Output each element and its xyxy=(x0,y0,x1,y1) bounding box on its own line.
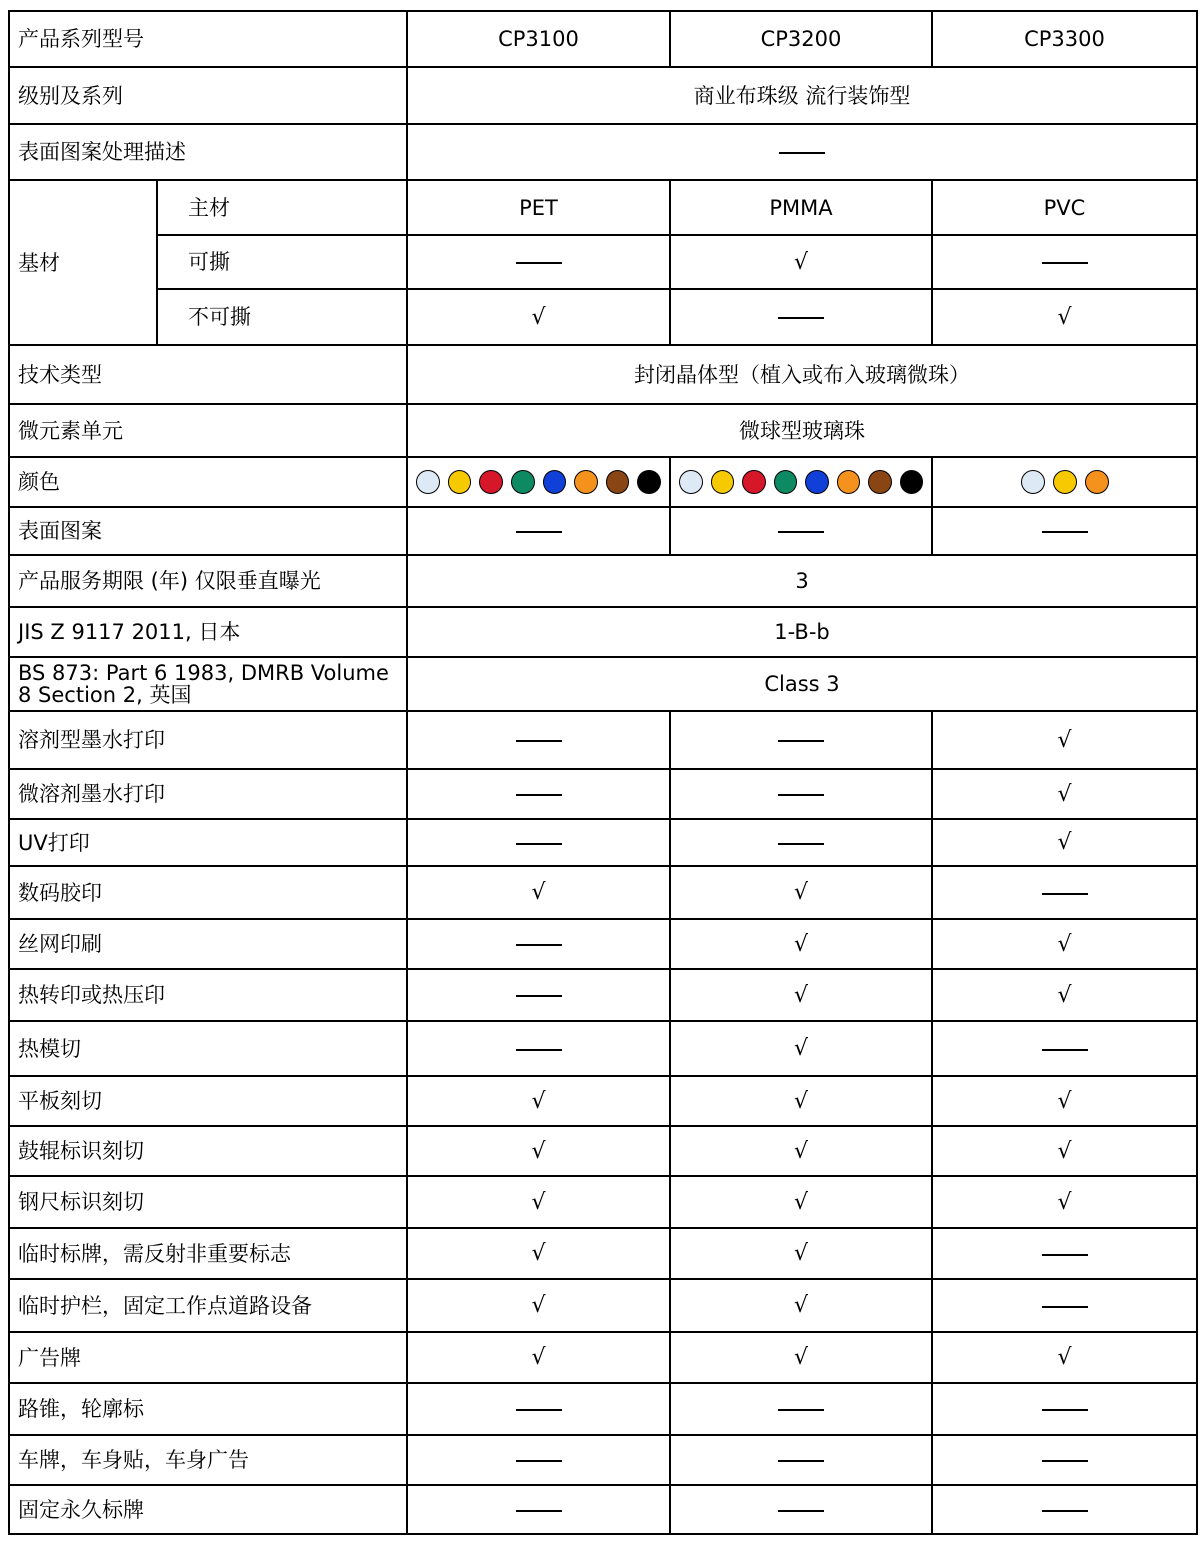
surface-pattern-cp3300 xyxy=(932,507,1197,555)
dash-mark xyxy=(1042,1254,1088,1256)
swatches-cp3100 xyxy=(416,470,661,494)
dash-mark xyxy=(1042,262,1088,264)
check-mark: √ xyxy=(1057,781,1072,807)
process-cp3100-cell xyxy=(407,1126,670,1176)
color-swatch xyxy=(711,470,735,494)
process-label: 车牌，车身贴，车身广告 xyxy=(9,1435,407,1485)
surface-desc-label: 表面图案处理描述 xyxy=(9,124,407,180)
check-mark: √ xyxy=(793,931,809,957)
process-cp3300-cell xyxy=(932,1279,1197,1332)
dash-mark xyxy=(516,1510,562,1512)
service-life-label: 产品服务期限 (年) 仅限垂直曝光 xyxy=(9,555,407,607)
process-row xyxy=(9,919,1197,969)
dash-mark xyxy=(778,317,824,319)
process-cp3200-cell xyxy=(670,1485,932,1534)
check-mark: √ xyxy=(531,1293,546,1318)
color-swatch xyxy=(1053,470,1077,494)
process-cp3200-cell xyxy=(670,1021,932,1076)
surface-desc-value xyxy=(407,124,1197,180)
grade-label: 级别及系列 xyxy=(9,67,407,124)
process-label: 固定永久标牌 xyxy=(9,1485,407,1534)
process-label: 热转印或热压印 xyxy=(9,969,407,1021)
color-swatch xyxy=(900,470,924,494)
dash-mark xyxy=(1042,1460,1088,1462)
dash-mark xyxy=(778,1510,824,1512)
bs-value: Class 3 xyxy=(407,657,1197,711)
color-swatch xyxy=(742,470,766,494)
dash-mark xyxy=(516,843,562,845)
check-mark: √ xyxy=(1057,1345,1072,1370)
check-mark: √ xyxy=(793,1138,809,1164)
dash-mark xyxy=(516,1409,562,1411)
check-mark: √ xyxy=(1057,830,1072,855)
dash-mark xyxy=(516,262,562,264)
check-mark: √ xyxy=(531,1138,546,1164)
check-mark: √ xyxy=(1057,1088,1072,1114)
dash-mark xyxy=(1042,893,1088,895)
dash-mark xyxy=(778,740,824,742)
jis-value: 1-B-b xyxy=(407,607,1197,657)
process-label: 临时标牌，需反射非重要标志 xyxy=(9,1228,407,1279)
process-cp3300-cell xyxy=(932,866,1197,919)
dash-mark xyxy=(778,794,824,796)
process-row xyxy=(9,866,1197,919)
process-cp3100-cell xyxy=(407,1176,670,1228)
dash-mark xyxy=(1042,1510,1088,1512)
dash-mark xyxy=(779,152,825,154)
check-mark: √ xyxy=(531,880,546,905)
process-cp3100-cell xyxy=(407,1435,670,1485)
process-cp3200-cell xyxy=(670,866,932,919)
spec-table xyxy=(8,10,1198,1535)
check-mark: √ xyxy=(793,982,809,1008)
dash-mark xyxy=(1042,531,1088,533)
process-label: 数码胶印 xyxy=(9,866,407,919)
color-swatch xyxy=(448,470,472,494)
tech-type-row xyxy=(9,345,1197,404)
process-label: 平板刻切 xyxy=(9,1076,407,1126)
substrate-tearable-cp3300 xyxy=(932,235,1197,289)
substrate-main-label: 主材 xyxy=(157,180,407,235)
process-label: 临时护栏，固定工作点道路设备 xyxy=(9,1279,407,1332)
surface-desc-row xyxy=(9,124,1197,180)
process-cp3200-cell xyxy=(670,819,932,866)
check-mark: √ xyxy=(1057,931,1072,957)
check-mark: √ xyxy=(793,1036,809,1061)
color-swatch xyxy=(606,470,630,494)
check-mark: √ xyxy=(1057,727,1072,753)
process-cp3300-cell xyxy=(932,1228,1197,1279)
surface-pattern-row xyxy=(9,507,1197,555)
substrate-main-row xyxy=(9,180,1197,235)
service-life-value: 3 xyxy=(407,555,1197,607)
process-row xyxy=(9,711,1197,769)
process-cp3300-cell xyxy=(932,711,1197,769)
process-label: 丝网印刷 xyxy=(9,919,407,969)
process-cp3200-cell xyxy=(670,1332,932,1383)
substrate-main-cp3200: PMMA xyxy=(670,180,932,235)
color-swatch xyxy=(679,470,703,494)
color-swatch xyxy=(511,470,535,494)
dash-mark xyxy=(778,531,824,533)
process-cp3200-cell xyxy=(670,1228,932,1279)
color-swatch xyxy=(1085,470,1109,494)
process-cp3100-cell xyxy=(407,819,670,866)
process-cp3300-cell xyxy=(932,919,1197,969)
grade-value: 商业布珠级 流行装饰型 xyxy=(407,67,1197,124)
process-cp3200-cell xyxy=(670,969,932,1021)
color-swatch xyxy=(868,470,892,494)
check-mark: √ xyxy=(793,1293,809,1318)
micro-unit-value: 微球型玻璃珠 xyxy=(407,404,1197,457)
process-row xyxy=(9,1279,1197,1332)
color-swatch xyxy=(543,470,567,494)
colors-row xyxy=(9,457,1197,507)
process-cp3100-cell xyxy=(407,969,670,1021)
color-swatch xyxy=(805,470,829,494)
process-cp3300-cell xyxy=(932,1435,1197,1485)
process-row xyxy=(9,769,1197,819)
tech-type-value: 封闭晶体型（植入或布入玻璃微珠） xyxy=(407,345,1197,404)
process-row xyxy=(9,819,1197,866)
process-cp3200-cell xyxy=(670,1383,932,1435)
check-mark: √ xyxy=(793,1241,809,1266)
model-cp3200: CP3200 xyxy=(670,11,932,67)
process-cp3100-cell xyxy=(407,919,670,969)
color-swatch xyxy=(416,470,440,494)
substrate-label: 基材 xyxy=(9,180,157,345)
process-label: 热模切 xyxy=(9,1021,407,1076)
dash-mark xyxy=(516,740,562,742)
check-mark: √ xyxy=(1057,1138,1072,1164)
process-cp3200-cell xyxy=(670,1176,932,1228)
surface-pattern-cp3100 xyxy=(407,507,670,555)
process-label: 路锥，轮廓标 xyxy=(9,1383,407,1435)
dash-mark xyxy=(778,1460,824,1462)
bs-label: BS 873: Part 6 1983, DMRB Volume 8 Section 2, 英国 xyxy=(9,657,407,711)
substrate-main-cp3300: PVC xyxy=(932,180,1197,235)
process-cp3100-cell xyxy=(407,1485,670,1534)
swatches-cp3300 xyxy=(941,470,1188,494)
dash-mark xyxy=(516,794,562,796)
process-row xyxy=(9,1126,1197,1176)
process-row xyxy=(9,1021,1197,1076)
dash-mark xyxy=(778,1409,824,1411)
process-row xyxy=(9,1435,1197,1485)
process-cp3100-cell xyxy=(407,866,670,919)
process-row xyxy=(9,969,1197,1021)
check-mark: √ xyxy=(531,1189,546,1215)
color-swatch xyxy=(774,470,798,494)
check-mark: √ xyxy=(793,880,809,905)
color-swatch xyxy=(479,470,503,494)
color-swatch xyxy=(574,470,598,494)
color-swatch xyxy=(1021,470,1045,494)
colors-cp3200 xyxy=(670,457,932,507)
surface-pattern-label: 表面图案 xyxy=(9,507,407,555)
process-cp3100-cell xyxy=(407,1076,670,1126)
process-cp3300-cell xyxy=(932,769,1197,819)
dash-mark xyxy=(516,995,562,997)
jis-row xyxy=(9,607,1197,657)
process-cp3100-cell xyxy=(407,1021,670,1076)
dash-mark xyxy=(516,531,562,533)
process-cp3300-cell xyxy=(932,1021,1197,1076)
process-cp3100-cell xyxy=(407,1279,670,1332)
dash-mark xyxy=(1042,1306,1088,1308)
process-row xyxy=(9,1176,1197,1228)
substrate-nontearable-cp3100 xyxy=(407,289,670,345)
process-cp3100-cell xyxy=(407,1332,670,1383)
dash-mark xyxy=(1042,1409,1088,1411)
substrate-nontearable-row xyxy=(9,289,1197,345)
process-cp3200-cell xyxy=(670,1435,932,1485)
substrate-tearable-cp3100 xyxy=(407,235,670,289)
process-cp3300-cell xyxy=(932,1126,1197,1176)
process-cp3200-cell xyxy=(670,711,932,769)
process-cp3300-cell xyxy=(932,1485,1197,1534)
tech-type-label: 技术类型 xyxy=(9,345,407,404)
process-label: 广告牌 xyxy=(9,1332,407,1383)
bs-row xyxy=(9,657,1197,711)
process-label: UV打印 xyxy=(9,819,407,866)
process-label: 鼓辊标识刻切 xyxy=(9,1126,407,1176)
substrate-tearable-label: 可撕 xyxy=(157,235,407,289)
process-cp3300-cell xyxy=(932,1176,1197,1228)
process-cp3300-cell xyxy=(932,819,1197,866)
process-cp3300-cell xyxy=(932,1383,1197,1435)
process-cp3200-cell xyxy=(670,1076,932,1126)
dash-mark xyxy=(516,944,562,946)
colors-label: 颜色 xyxy=(9,457,407,507)
process-row xyxy=(9,1076,1197,1126)
check-mark: √ xyxy=(793,1189,809,1215)
substrate-nontearable-cp3200 xyxy=(670,289,932,345)
process-cp3300-cell xyxy=(932,1332,1197,1383)
check-mark: √ xyxy=(793,1345,809,1370)
process-cp3100-cell xyxy=(407,711,670,769)
surface-pattern-cp3200 xyxy=(670,507,932,555)
process-cp3200-cell xyxy=(670,1126,932,1176)
substrate-nontearable-cp3300 xyxy=(932,289,1197,345)
process-cp3100-cell xyxy=(407,769,670,819)
colors-cp3300 xyxy=(932,457,1197,507)
process-cp3200-cell xyxy=(670,769,932,819)
header-row xyxy=(9,11,1197,67)
colors-cp3100 xyxy=(407,457,670,507)
substrate-nontearable-label: 不可撕 xyxy=(157,289,407,345)
dash-mark xyxy=(516,1049,562,1051)
check-mark: √ xyxy=(531,1345,546,1370)
micro-unit-label: 微元素单元 xyxy=(9,404,407,457)
process-label: 溶剂型墨水打印 xyxy=(9,711,407,769)
process-row xyxy=(9,1228,1197,1279)
substrate-main-cp3100: PET xyxy=(407,180,670,235)
dash-mark xyxy=(1042,1049,1088,1051)
check-mark: √ xyxy=(531,304,546,330)
substrate-tearable-cp3200 xyxy=(670,235,932,289)
process-row xyxy=(9,1383,1197,1435)
check-mark: √ xyxy=(531,1241,546,1266)
process-label: 微溶剂墨水打印 xyxy=(9,769,407,819)
dash-mark xyxy=(516,1460,562,1462)
check-mark: √ xyxy=(1057,1189,1072,1215)
process-cp3100-cell xyxy=(407,1228,670,1279)
process-label: 钢尺标识刻切 xyxy=(9,1176,407,1228)
dash-mark xyxy=(778,843,824,845)
process-cp3300-cell xyxy=(932,1076,1197,1126)
process-cp3100-cell xyxy=(407,1383,670,1435)
check-mark: √ xyxy=(1057,304,1072,330)
process-cp3200-cell xyxy=(670,919,932,969)
color-swatch xyxy=(637,470,661,494)
check-mark: √ xyxy=(793,249,809,275)
grade-row xyxy=(9,67,1197,124)
process-row xyxy=(9,1485,1197,1534)
header-label: 产品系列型号 xyxy=(9,11,407,67)
swatches-cp3200 xyxy=(679,470,923,494)
color-swatch xyxy=(837,470,861,494)
check-mark: √ xyxy=(793,1088,809,1114)
service-life-row xyxy=(9,555,1197,607)
micro-unit-row xyxy=(9,404,1197,457)
check-mark: √ xyxy=(531,1088,546,1114)
process-cp3300-cell xyxy=(932,969,1197,1021)
process-row xyxy=(9,1332,1197,1383)
substrate-tearable-row xyxy=(9,235,1197,289)
check-mark: √ xyxy=(1057,982,1072,1008)
model-cp3100: CP3100 xyxy=(407,11,670,67)
jis-label: JIS Z 9117 2011, 日本 xyxy=(9,607,407,657)
process-cp3200-cell xyxy=(670,1279,932,1332)
model-cp3300: CP3300 xyxy=(932,11,1197,67)
